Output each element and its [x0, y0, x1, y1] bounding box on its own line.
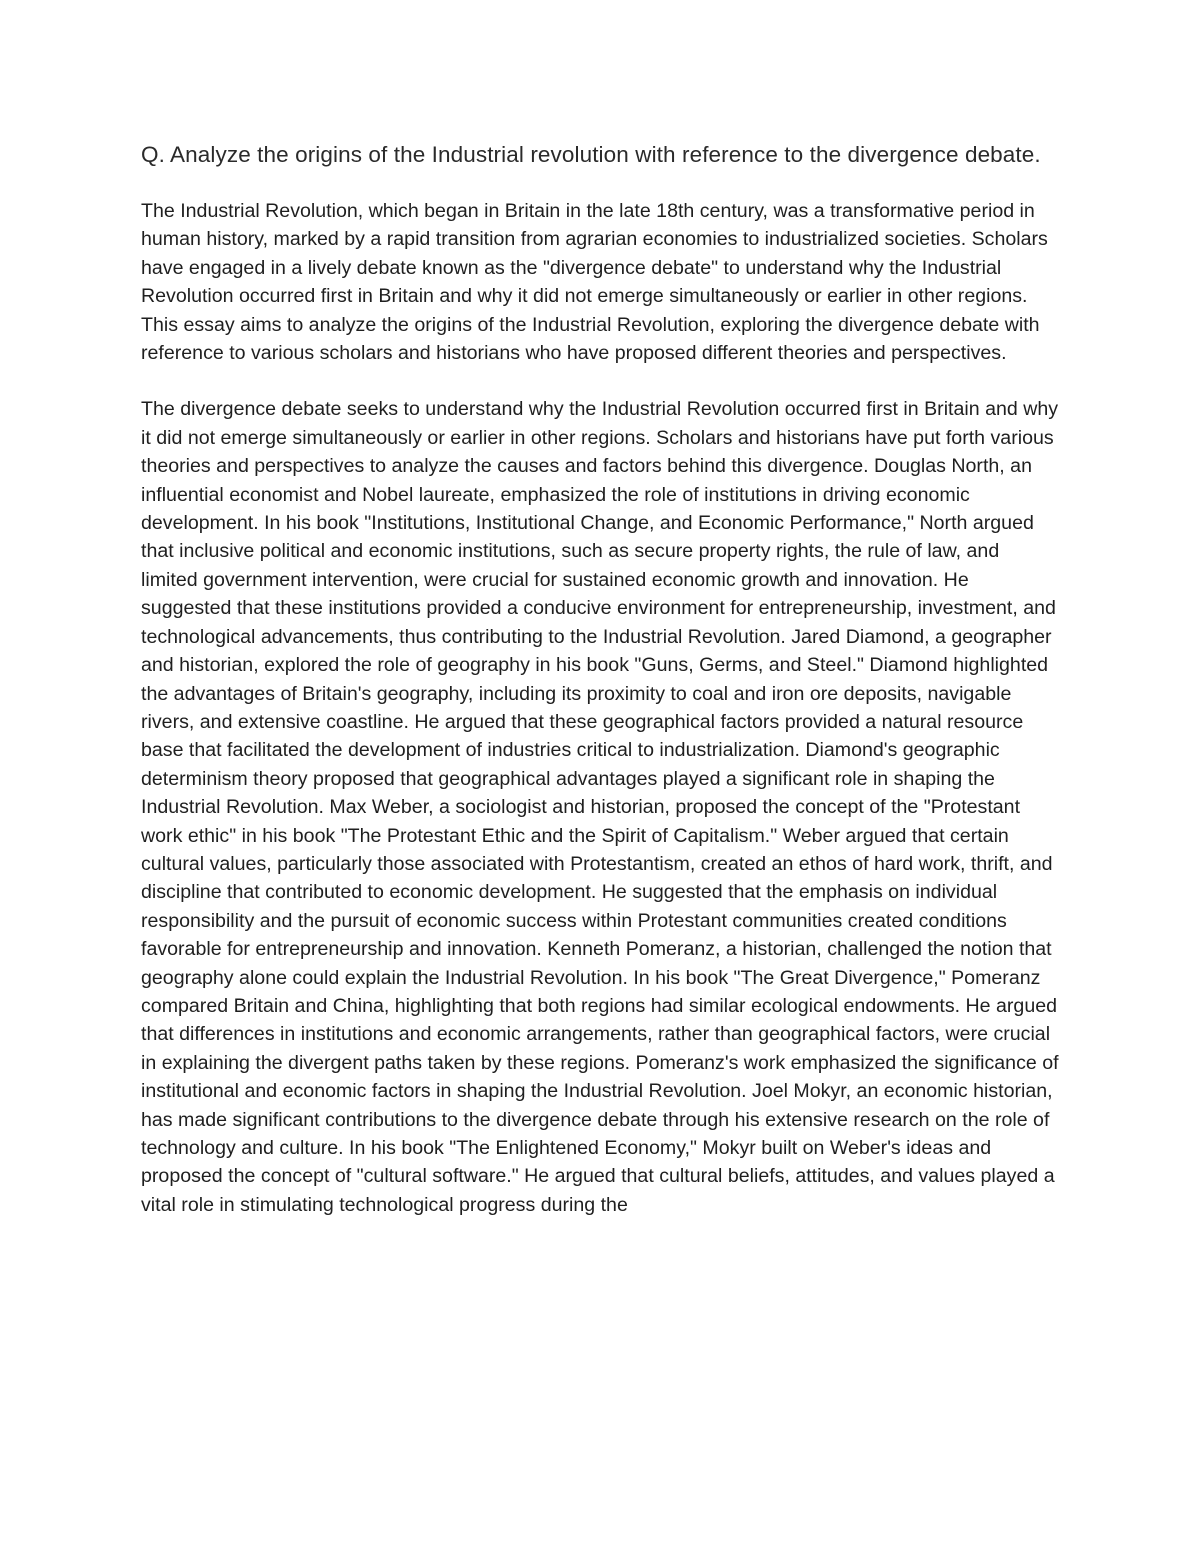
document-body	[141, 140, 1061, 1219]
intro-paragraph: The Industrial Revolution, which began in Britain in the late 18th century, was a transformative period in human history, marked by a rapid transition from agrarian economies to industrialized societies. Scholars have engaged in a lively debate known as the "divergence debate" to understand why the Industrial Revolution occurred first in Britain and why it did not emerge simultaneously or earlier in other regions. This essay aims to analyze the origins of the Industrial Revolution, exploring the divergence debate with reference to various scholars and historians who have proposed different theories and perspectives.	[141, 200, 1048, 365]
question-heading: Q. Analyze the origins of the Industrial revolution with reference to the divergence debate.	[141, 142, 1041, 167]
body-paragraph: The divergence debate seeks to understand why the Industrial Revolution occurred first in Britain and why it did not emerge simultaneously or earlier in other regions. Scholars and historians have put forth various theories and perspectives to analyze the causes and factors behind this divergence. Douglas North, an influential economist and Nobel laureate, emphasized the role of institutions in driving economic development. In his book "Institutions, Institutional Change, and Economic Performance," North argued that inclusive political and economic institutions, such as secure property rights, the rule of law, and limited government intervention, were crucial for sustained economic growth and innovation. He suggested that these institutions provided a conducive environment for entrepreneurship, investment, and technological advancements, thus contributing to the Industrial Revolution. Jared Diamond, a geographer and historian, explored the role of geography in his book "Guns, Germs, and Steel." Diamond highlighted the advantages of Britain's geography, including its proximity to coal and iron ore deposits, navigable rivers, and extensive coastline. He argued that these geographical factors provided a natural resource base that facilitated the development of industries critical to industrialization. Diamond's geographic determinism theory proposed that geographical advantages played a significant role in shaping the Industrial Revolution. Max Weber, a sociologist and historian, proposed the concept of the "Protestant work ethic" in his book "The Protestant Ethic and the Spirit of Capitalism." Weber argued that certain cultural values, particularly those associated with Protestantism, created an ethos of hard work, thrift, and discipline that contributed to economic development. He suggested that the emphasis on individual responsibility and the pursuit of economic success within Protestant communities created conditions favorable for entrepreneurship and innovation. Kenneth Pomeranz, a historian, challenged the notion that geography alone could explain the Industrial Revolution. In his book "The Great Divergence," Pomeranz compared Britain and China, highlighting that both regions had similar ecological endowments. He argued that differences in institutions and economic arrangements, rather than geographical factors, were crucial in explaining the divergent paths taken by these regions. Pomeranz's work emphasized the significance of institutional and economic factors in shaping the Industrial Revolution. Joel Mokyr, an economic historian, has made significant contributions to the divergence debate through his extensive research on the role of technology and culture. In his book "The Enlightened Economy," Mokyr built on Weber's ideas and proposed the concept of "cultural software." He argued that cultural beliefs, attitudes, and values played a vital role in stimulating technological progress during the	[141, 398, 1059, 1216]
